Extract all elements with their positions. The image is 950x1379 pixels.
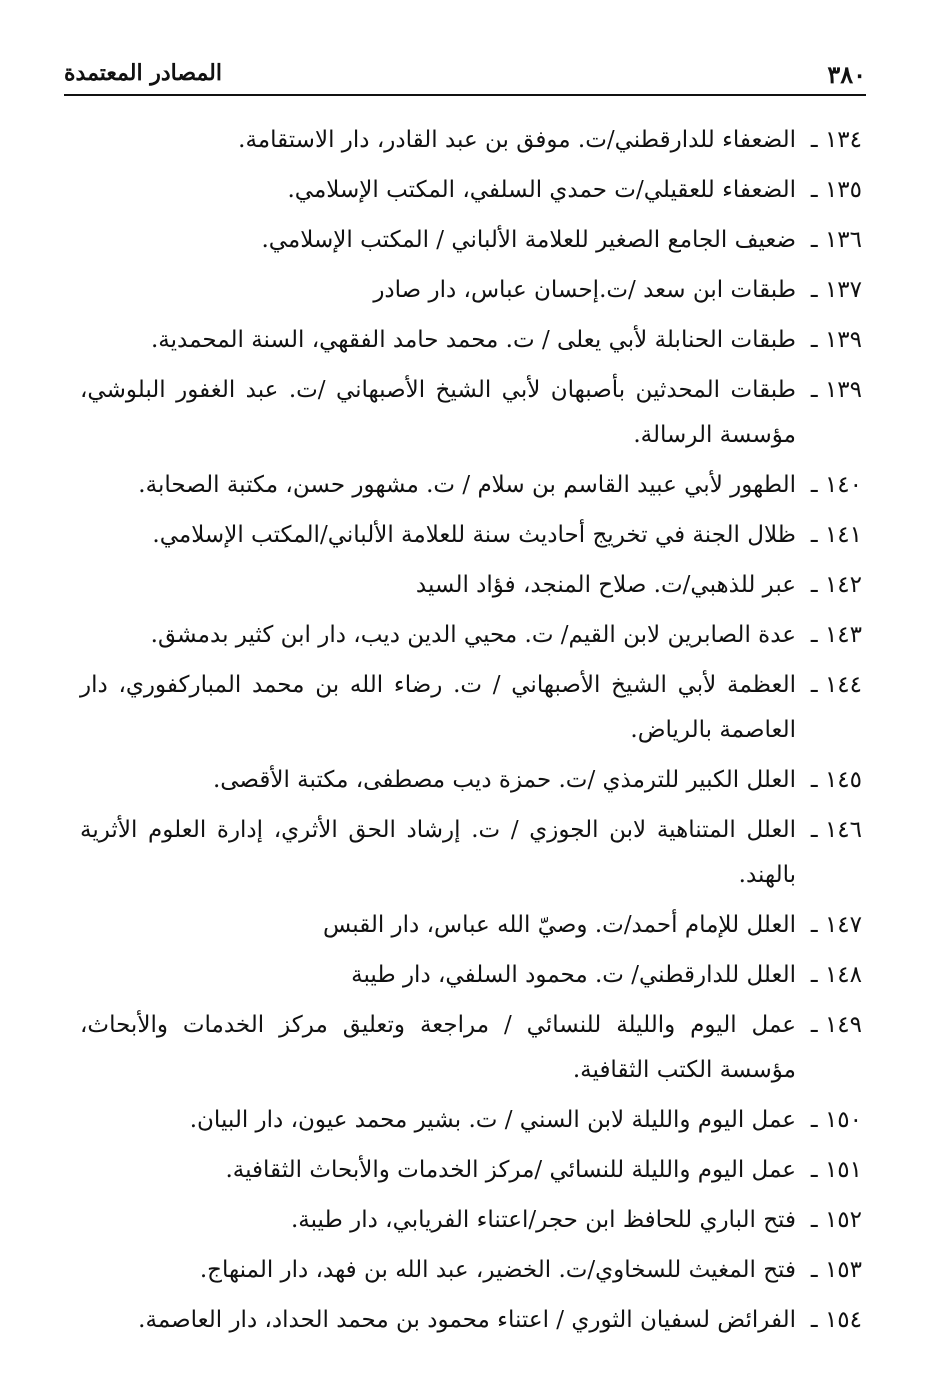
entry-text: العلل للدارقطني/ ت. محمود السلفي، دار طيبة <box>351 962 796 988</box>
entry-number: ١٥٠ ـ <box>810 1107 862 1133</box>
list-item <box>80 953 862 998</box>
list-item <box>80 1003 862 1093</box>
entry-number: ١٤٤ ـ <box>810 672 862 698</box>
entry-text: ضعيف الجامع الصغير للعلامة الألباني / المكتب الإسلامي. <box>261 227 796 253</box>
running-title: المصادر المعتمدة <box>64 60 222 86</box>
entry-text: عبر للذهبي/ت. صلاح المنجد، فؤاد السيد <box>415 572 796 598</box>
entry-text: طبقات المحدثين بأصبهان لأبي الشيخ الأصبهاني /ت. عبد الغفور البلوشي، مؤسسة الرسالة. <box>80 377 796 448</box>
entry-number: ١٤٧ ـ <box>810 912 862 938</box>
list-item <box>80 903 862 948</box>
list-item <box>80 513 862 558</box>
list-item <box>80 663 862 753</box>
list-item <box>80 1098 862 1143</box>
list-item <box>80 1198 862 1243</box>
entry-text: طبقات الحنابلة لأبي يعلى / ت. محمد حامد الفقهي، السنة المحمدية. <box>150 327 796 353</box>
entry-number: ١٤٢ ـ <box>810 572 862 598</box>
entry-number: ١٤٩ ـ <box>810 1012 862 1038</box>
entry-text: فتح المغيث للسخاوي/ت. الخضير، عبد الله بن فهد، دار المنهاج. <box>199 1257 796 1283</box>
bibliography-list <box>80 118 862 1348</box>
list-item <box>80 318 862 363</box>
entry-text: الطهور لأبي عبيد القاسم بن سلام / ت. مشهور حسن، مكتبة الصحابة. <box>138 472 796 498</box>
entry-number: ١٣٥ ـ <box>810 177 862 203</box>
list-item <box>80 758 862 803</box>
entry-number: ١٤٦ ـ <box>810 817 862 843</box>
entry-number: ١٣٦ ـ <box>810 227 862 253</box>
entry-number: ١٣٤ ـ <box>810 127 862 153</box>
entry-number: ١٤١ ـ <box>810 522 862 548</box>
entry-text: طبقات ابن سعد /ت.إحسان عباس، دار صادر <box>373 277 796 303</box>
entry-text: الضعفاء للعقيلي/ت حمدي السلفي، المكتب الإسلامي. <box>287 177 796 203</box>
list-item <box>80 613 862 658</box>
list-item <box>80 168 862 213</box>
entry-number: ١٤٠ ـ <box>810 472 862 498</box>
list-item <box>80 1248 862 1293</box>
entry-text: العظمة لأبي الشيخ الأصبهاني / ت. رضاء الله بن محمد المباركفوري، دار العاصمة بالرياض. <box>80 672 796 743</box>
entry-text: عدة الصابرين لابن القيم/ ت. محيي الدين ديب، دار ابن كثير بدمشق. <box>150 622 796 648</box>
page-number: ٣٨٠ <box>827 60 866 89</box>
list-item <box>80 368 862 458</box>
list-item <box>80 218 862 263</box>
entry-text: عمل اليوم والليلة لابن السني / ت. بشير محمد عيون، دار البيان. <box>189 1107 796 1133</box>
page-header <box>64 56 866 96</box>
entry-text: العلل المتناهية لابن الجوزي / ت. إرشاد الحق الأثري، إدارة العلوم الأثرية بالهند. <box>80 817 796 888</box>
list-item <box>80 463 862 508</box>
entry-text: عمل اليوم والليلة للنسائي /مركز الخدمات والأبحاث الثقافية. <box>225 1157 796 1183</box>
entry-number: ١٥٢ ـ <box>810 1207 862 1233</box>
entry-text: عمل اليوم والليلة للنسائي / مراجعة وتعليق مركز الخدمات والأبحاث، مؤسسة الكتب الثقافية. <box>80 1012 796 1083</box>
list-item <box>80 268 862 313</box>
list-item <box>80 1148 862 1193</box>
entry-number: ١٤٨ ـ <box>810 962 862 988</box>
list-item <box>80 808 862 898</box>
entry-text: الضعفاء للدارقطني/ت. موفق بن عبد القادر، دار الاستقامة. <box>238 127 796 153</box>
entry-number: ١٤٥ ـ <box>810 767 862 793</box>
entry-text: الفرائض لسفيان الثوري / اعتناء محمود بن محمد الحداد، دار العاصمة. <box>138 1307 796 1333</box>
entry-text: العلل الكبير للترمذي /ت. حمزة ديب مصطفى، مكتبة الأقصى. <box>212 767 796 793</box>
entry-number: ١٣٩ ـ <box>810 377 862 403</box>
entry-text: العلل للإمام أحمد/ت. وصيّ الله عباس، دار القبس <box>322 912 796 938</box>
entry-number: ١٥٤ ـ <box>810 1307 862 1333</box>
list-item <box>80 1298 862 1343</box>
entry-number: ١٣٩ ـ <box>810 327 862 353</box>
list-item <box>80 563 862 608</box>
entry-number: ١٥٣ ـ <box>810 1257 862 1283</box>
list-item <box>80 118 862 163</box>
entry-number: ١٣٧ ـ <box>810 277 862 303</box>
entry-text: فتح الباري للحافظ ابن حجر/اعتناء الفريابي، دار طيبة. <box>290 1207 796 1233</box>
entry-text: ظلال الجنة في تخريج أحاديث سنة للعلامة الألباني/المكتب الإسلامي. <box>152 522 796 548</box>
entry-number: ١٤٣ ـ <box>810 622 862 648</box>
entry-number: ١٥١ ـ <box>810 1157 862 1183</box>
